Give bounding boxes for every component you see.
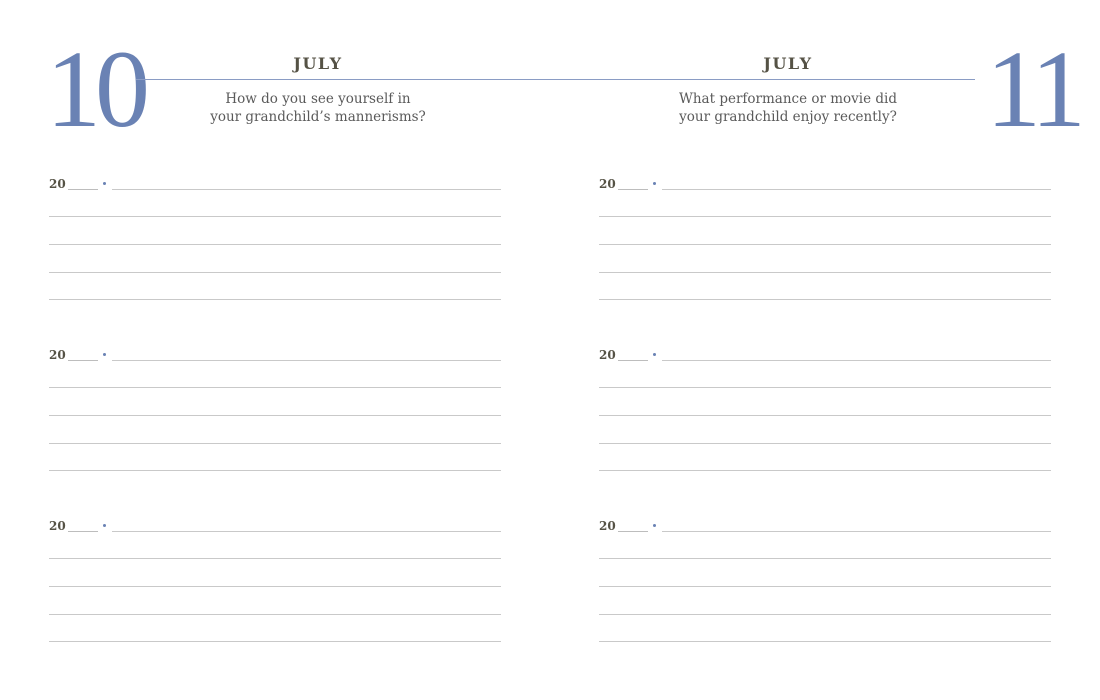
entry-year-prefix: 20 (599, 348, 616, 362)
header-rule (136, 79, 550, 80)
writing-line[interactable] (662, 360, 1051, 361)
year-blank[interactable] (68, 189, 98, 190)
bullet-dot-icon (103, 524, 106, 527)
journal-prompt (148, 90, 488, 126)
writing-line[interactable] (599, 216, 1051, 217)
writing-line[interactable] (49, 470, 501, 471)
day-number: 11 (986, 28, 1080, 150)
day-number: 10 (46, 28, 144, 150)
journal-entry[interactable] (599, 519, 1051, 659)
writing-line[interactable] (112, 531, 501, 532)
writing-line[interactable] (599, 558, 1051, 559)
journal-entry[interactable] (49, 519, 501, 659)
bullet-dot-icon (103, 182, 106, 185)
year-blank[interactable] (618, 531, 648, 532)
year-blank[interactable] (618, 189, 648, 190)
entry-year-prefix: 20 (49, 177, 66, 191)
writing-line[interactable] (599, 415, 1051, 416)
writing-line[interactable] (599, 387, 1051, 388)
writing-line[interactable] (599, 244, 1051, 245)
writing-line[interactable] (49, 216, 501, 217)
writing-line[interactable] (49, 614, 501, 615)
bullet-dot-icon (653, 182, 656, 185)
writing-line[interactable] (599, 470, 1051, 471)
writing-line[interactable] (112, 189, 501, 190)
writing-line[interactable] (599, 586, 1051, 587)
month-heading: JULY (763, 54, 813, 73)
bullet-dot-icon (653, 353, 656, 356)
year-blank[interactable] (68, 360, 98, 361)
entry-year-prefix: 20 (49, 519, 66, 533)
month-heading: JULY (293, 54, 343, 73)
writing-line[interactable] (599, 641, 1051, 642)
writing-line[interactable] (599, 443, 1051, 444)
prompt-line-1: What performance or movie did (678, 91, 897, 107)
writing-line[interactable] (49, 415, 501, 416)
writing-line[interactable] (112, 360, 501, 361)
journal-entry[interactable] (599, 348, 1051, 488)
writing-line[interactable] (49, 299, 501, 300)
bullet-dot-icon (653, 524, 656, 527)
journal-entry[interactable] (599, 177, 1051, 317)
writing-line[interactable] (49, 387, 501, 388)
writing-line[interactable] (599, 299, 1051, 300)
header-rule (550, 79, 975, 80)
entry-year-prefix: 20 (599, 177, 616, 191)
journal-entry[interactable] (49, 348, 501, 488)
entry-year-prefix: 20 (599, 519, 616, 533)
right-page (550, 0, 1100, 700)
writing-line[interactable] (49, 244, 501, 245)
writing-line[interactable] (49, 272, 501, 273)
prompt-line-1: How do you see yourself in (225, 91, 411, 107)
writing-line[interactable] (599, 272, 1051, 273)
prompt-line-2: your grandchild’s mannerisms? (210, 109, 426, 125)
year-blank[interactable] (68, 531, 98, 532)
writing-line[interactable] (49, 586, 501, 587)
bullet-dot-icon (103, 353, 106, 356)
writing-line[interactable] (49, 558, 501, 559)
journal-prompt (618, 90, 958, 126)
writing-line[interactable] (662, 189, 1051, 190)
prompt-line-2: your grandchild enjoy recently? (679, 109, 897, 125)
writing-line[interactable] (599, 614, 1051, 615)
year-blank[interactable] (618, 360, 648, 361)
writing-line[interactable] (49, 641, 501, 642)
writing-line[interactable] (662, 531, 1051, 532)
entry-year-prefix: 20 (49, 348, 66, 362)
writing-line[interactable] (49, 443, 501, 444)
journal-entry[interactable] (49, 177, 501, 317)
